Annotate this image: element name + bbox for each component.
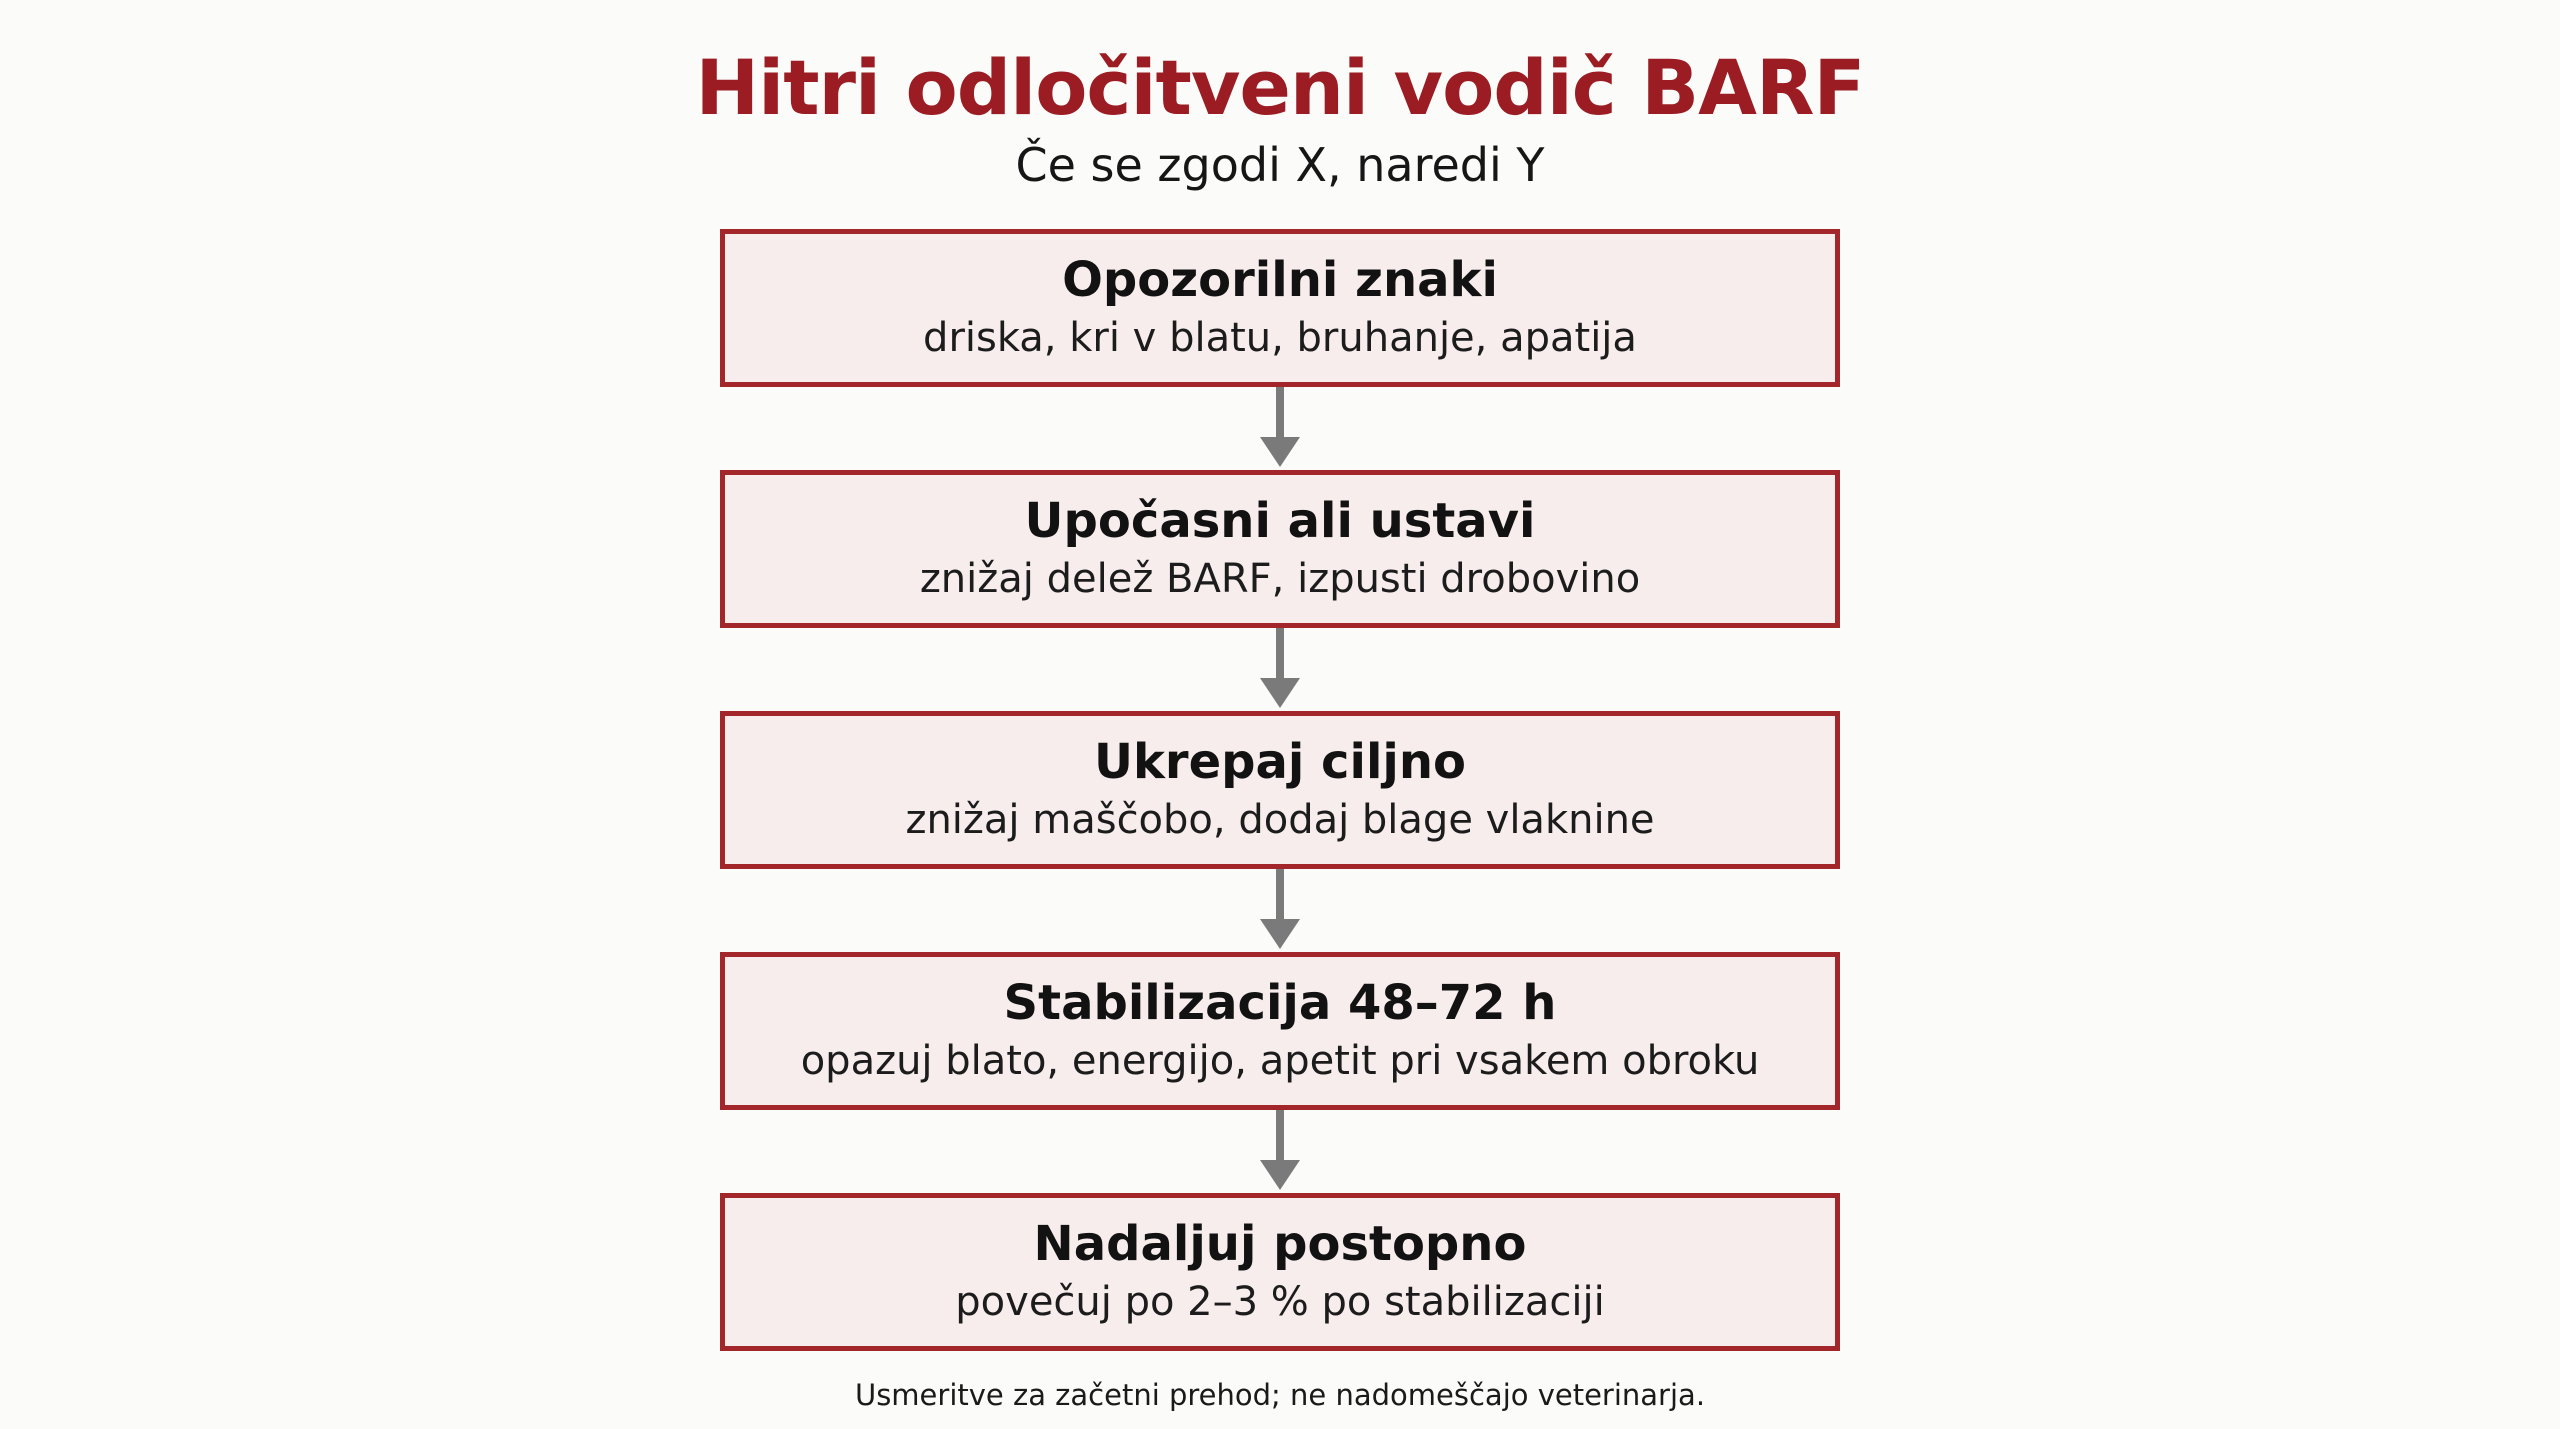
step-title: Opozorilni znaki [1062, 252, 1498, 308]
step-title: Nadaljuj postopno [1033, 1216, 1527, 1272]
step-description: povečuj po 2–3 % po stabilizaciji [955, 1279, 1605, 1325]
step-box-stabilization [720, 952, 1840, 1110]
arrow-down-icon [1250, 1110, 1310, 1193]
arrow-down-icon [1250, 628, 1310, 711]
step-box-continue-gradually [720, 1193, 1840, 1351]
arrow-connector [720, 869, 1840, 952]
page-title: Hitri odločitveni vodič BARF [695, 43, 1865, 132]
step-description: znižaj maščobo, dodaj blage vlaknine [905, 797, 1655, 843]
step-box-targeted-action [720, 711, 1840, 869]
footnote: Usmeritve za začetni prehod; ne nadomeščajo veterinarja. [854, 1378, 1706, 1412]
step-description: znižaj delež BARF, izpusti drobovino [919, 556, 1641, 602]
arrow-connector [720, 1110, 1840, 1193]
step-description: opazuj blato, energijo, apetit pri vsakem obroku [800, 1038, 1760, 1084]
step-title: Upočasni ali ustavi [1024, 493, 1536, 549]
step-title: Stabilizacija 48–72 h [1003, 975, 1557, 1031]
arrow-down-icon [1250, 387, 1310, 470]
step-box-warning-signs [720, 229, 1840, 387]
page-subtitle: Če se zgodi X, naredi Y [1015, 138, 1545, 192]
step-description: driska, kri v blatu, bruhanje, apatija [923, 315, 1637, 361]
step-box-slow-down [720, 470, 1840, 628]
arrow-connector [720, 628, 1840, 711]
step-title: Ukrepaj ciljno [1094, 734, 1466, 790]
arrow-down-icon [1250, 869, 1310, 952]
flowchart [720, 229, 1840, 1351]
arrow-connector [720, 387, 1840, 470]
